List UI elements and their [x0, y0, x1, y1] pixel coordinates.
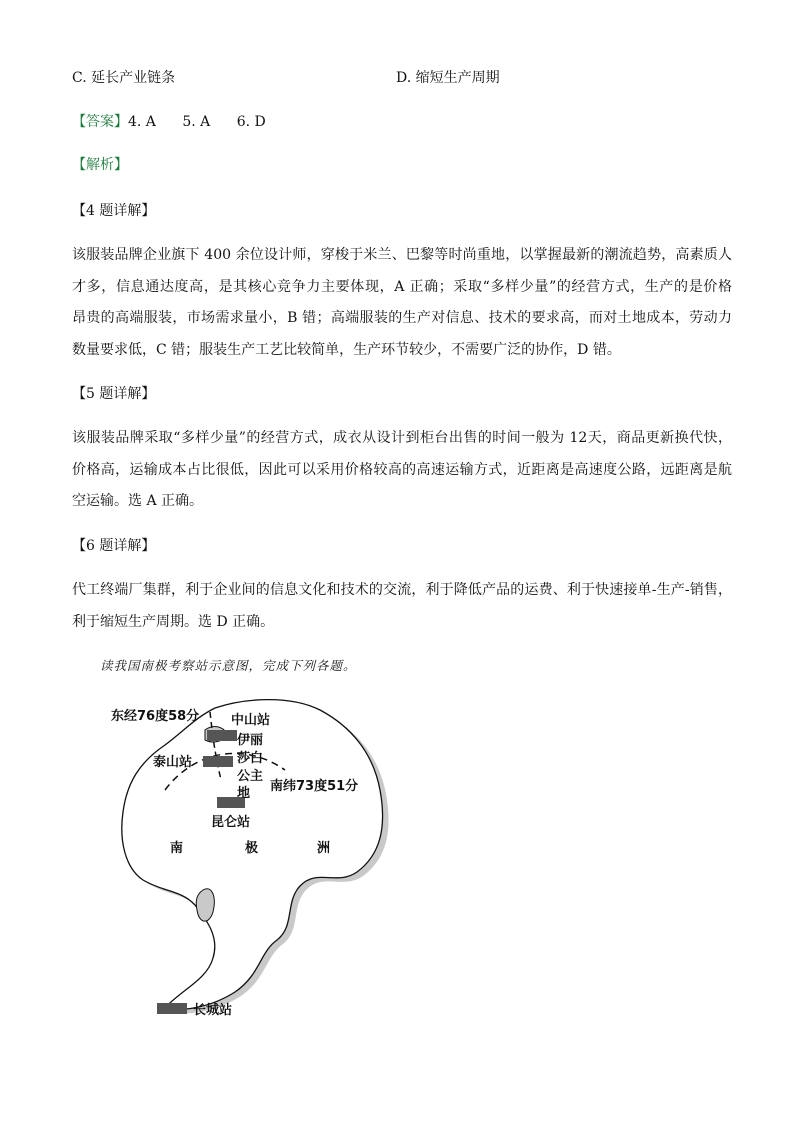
q5-line: 价格高，运输成本占比很低，因此可以采用价格较高的高速运输方式，近距离是高速度公路，远距离是航 [72, 461, 732, 478]
q6-line: 利于缩短生产周期。选 D 正确。 [72, 613, 275, 630]
amery-label-1: 伊丽 [237, 733, 264, 748]
q6-heading: 【6 题详解】 [72, 538, 156, 554]
q4-line: 昂贵的高端服装，市场需求量小，B 错；高端服装的生产对信息、技术的要求高，而对土地成本，劳动力 [72, 310, 732, 326]
continent-label-1: 南 [170, 841, 184, 856]
kunlun-label: 昆仑站 [211, 815, 251, 830]
answer-q4: 4. A [128, 114, 156, 130]
latitude-label: 南纬73度51分 [270, 779, 359, 794]
q5-heading: 【5 题详解】 [72, 386, 156, 402]
q4-heading: 【4 题详解】 [72, 203, 156, 219]
continent-label-2: 极 [245, 841, 259, 856]
answer-label: 【答案】 [72, 114, 128, 130]
answer-line [72, 112, 266, 132]
q6-line: 代工终端厂集群，利于企业间的信息文化和技术的交流，利于降低产品的运费、利于快速接单-生产-销售， [72, 582, 732, 598]
q4-line: 数量要求低，C 错；服装生产工艺比较简单，生产环节较少，不需要广泛的协作，D 错。 [72, 341, 621, 358]
inlet-shape [196, 889, 214, 921]
zhongshan-label: 中山站 [231, 713, 271, 728]
q6-explanation [72, 575, 732, 638]
q5-line: 该服装品牌采取“多样少量”的经营方式，成衣从设计到柜台出售的时间一般为 12天，商品更新换代快， [72, 430, 732, 446]
q4-line: 才多，信息通达度高，是其核心竞争力主要体现，A 正确；采取“多样少量”的经营方式，生产的是价格 [72, 278, 732, 295]
continent-label-3: 洲 [317, 841, 331, 856]
amery-label-4: 地 [237, 786, 251, 801]
amery-label-3: 公主 [237, 769, 264, 784]
option-d: D. 缩短生产周期 [396, 70, 500, 86]
option-c: C. 延长产业链条 [72, 70, 176, 86]
answer-q5: 5. A [182, 114, 211, 130]
antarctica-station-map [95, 690, 395, 1030]
q4-line: 该服装品牌企业旗下 400 余位设计师，穿梭于米兰、巴黎等时尚重地，以掌握最新的潮流趋势，高素质人 [72, 247, 732, 263]
q5-line: 空运输。选 A 正确。 [72, 493, 204, 509]
analysis-heading: 【解析】 [72, 157, 128, 173]
taishan-label: 泰山站 [153, 755, 193, 770]
amery-label-2: 莎白 [237, 751, 264, 766]
map-caption: 读我国南极考察站示意图，完成下列各题。 [100, 658, 357, 673]
answer-q6: 6. D [236, 114, 266, 130]
changcheng-label: 长城站 [193, 1003, 233, 1018]
q5-explanation [72, 423, 732, 518]
zhongshan-station-marker [207, 730, 237, 741]
taishan-station-marker [203, 756, 233, 767]
changcheng-station-marker [157, 1003, 187, 1014]
longitude-label: 东经76度58分 [111, 709, 200, 724]
q4-explanation [72, 240, 732, 366]
